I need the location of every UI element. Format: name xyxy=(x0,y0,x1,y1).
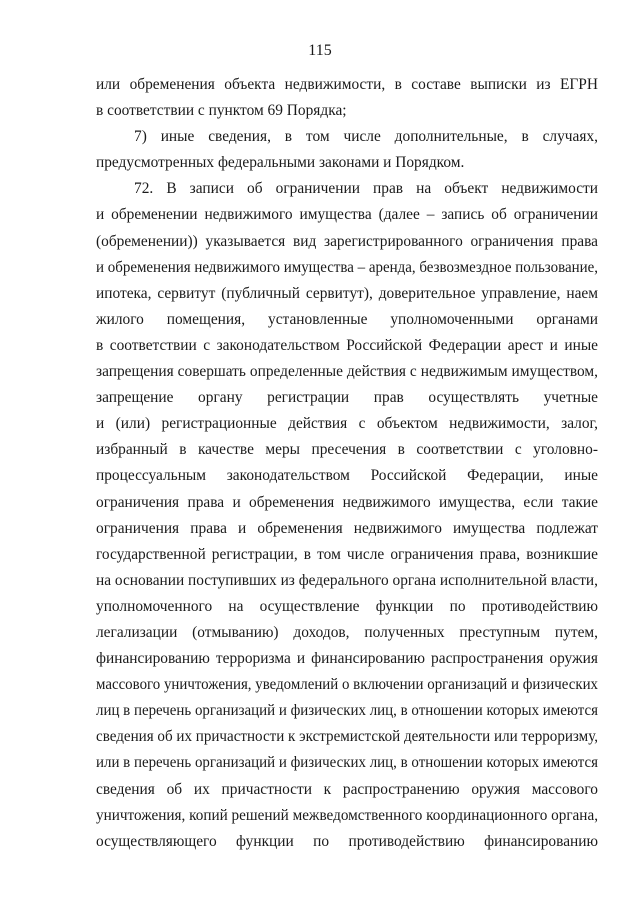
text-line: и обременении недвижимого имущества (далее – запись об ограничении xyxy=(96,206,598,224)
text-line: сведения об их причастности к экстремистской деятельности или терроризму, xyxy=(96,728,598,746)
text-line: в соответствии с законодательством Российской Федерации арест и иные xyxy=(96,336,598,354)
paragraph xyxy=(96,72,598,124)
text-line: предусмотренных федеральными законами и Порядком. xyxy=(96,154,465,172)
text-line: ипотека, сервитут (публичный сервитут), доверительное управление, наем xyxy=(96,284,598,302)
paragraph xyxy=(96,124,598,176)
text-line: или в перечень организаций и физических лиц, в отношении которых имеются xyxy=(96,754,598,772)
text-line: уничтожения, копий решений межведомственного координационного органа, xyxy=(96,806,598,824)
text-line: ограничения права и обременения недвижимого имущества, если такие xyxy=(96,493,598,511)
text-line: массового уничтожения, уведомлений о включении организаций и физических xyxy=(96,676,598,694)
text-line: ограничения права и обременения недвижимого имущества подлежат xyxy=(96,519,598,537)
text-line: и обременения недвижимого имущества – аренда, безвозмездное пользование, xyxy=(96,258,598,276)
text-line: легализации (отмыванию) доходов, полученных преступным путем, xyxy=(96,623,598,641)
text-line: избранный в качестве меры пресечения в соответствии с уголовно- xyxy=(96,441,598,459)
text-line: запрещение органу регистрации прав осуществлять учетные xyxy=(96,389,598,407)
text-line: на основании поступивших из федерального органа исполнительной власти, xyxy=(96,571,598,589)
text-line: процессуальным законодательством Российской Федерации, иные xyxy=(96,467,598,485)
text-line: финансированию терроризма и финансированию распространения оружия xyxy=(96,650,598,668)
text-line: 72. В записи об ограничении прав на объект недвижимости xyxy=(134,180,598,198)
page-number: 115 xyxy=(308,42,332,59)
text-line: и (или) регистрационные действия с объектом недвижимости, залог, xyxy=(96,415,598,433)
text-line: уполномоченного на осуществление функции по противодействию xyxy=(96,597,598,615)
text-line: лиц в перечень организаций и физических лиц, в отношении которых имеются xyxy=(96,702,598,720)
text-line: 7) иные сведения, в том числе дополнительные, в случаях, xyxy=(134,128,598,146)
text-line: запрещения совершать определенные действия с недвижимым имуществом, xyxy=(96,363,598,381)
document-body xyxy=(96,72,598,855)
text-line: сведения об их причастности к распространению оружия массового xyxy=(96,780,598,798)
text-line: в соответствии с пунктом 69 Порядка; xyxy=(96,102,347,120)
text-line: осуществляющего функции по противодействию финансированию xyxy=(96,832,598,850)
paragraph xyxy=(96,176,598,854)
text-line: или обременения объекта недвижимости, в составе выписки из ЕГРН xyxy=(96,76,598,93)
text-line: государственной регистрации, в том числе ограничения права, возникшие xyxy=(96,545,598,563)
text-line: (обременении)) указывается вид зарегистрированного ограничения права xyxy=(96,232,598,250)
text-line: жилого помещения, установленные уполномоченными органами xyxy=(96,310,598,328)
